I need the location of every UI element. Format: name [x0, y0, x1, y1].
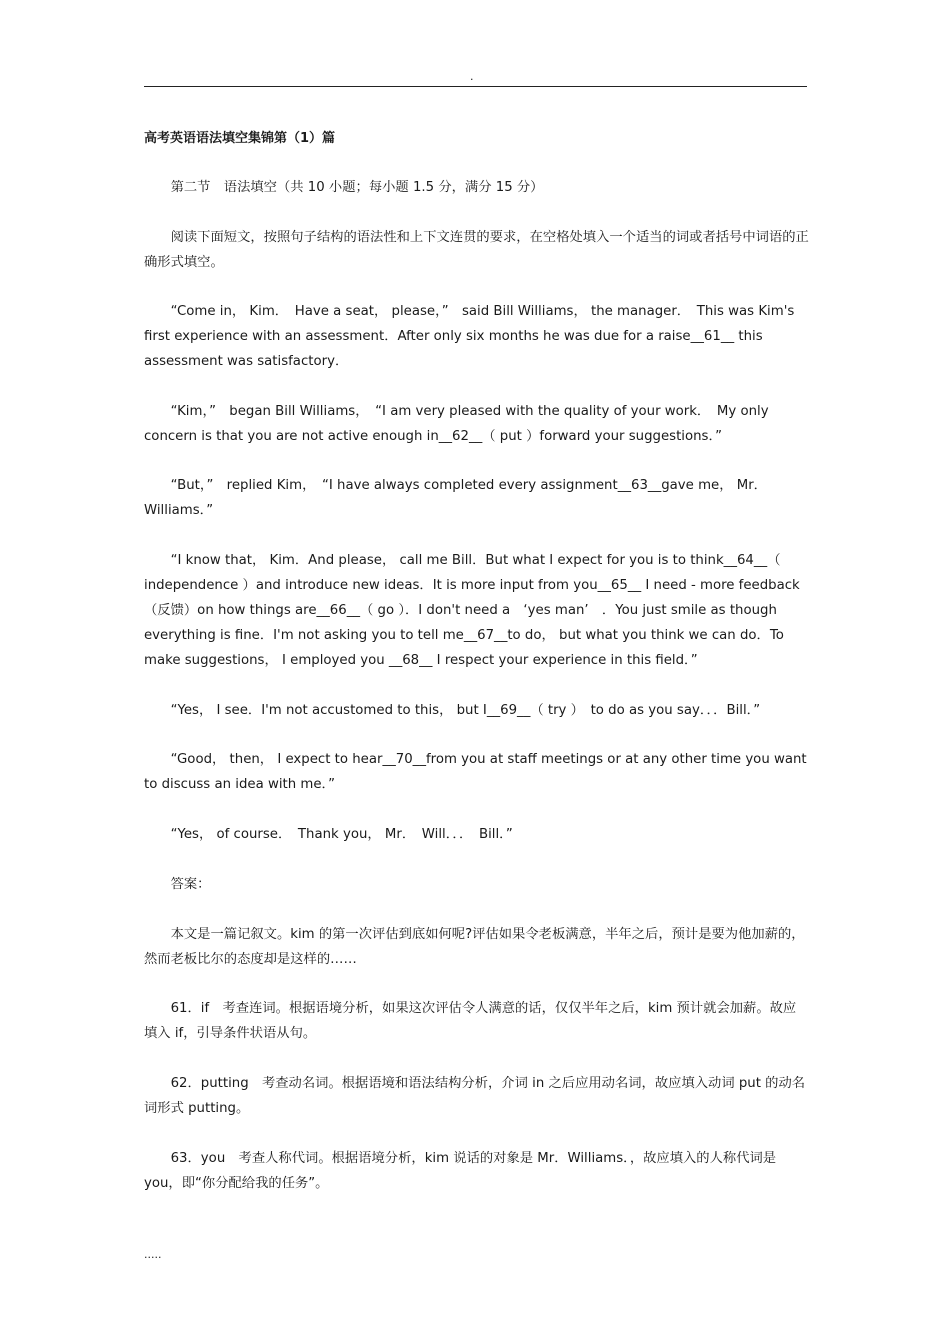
header-divider [144, 86, 807, 87]
instructions-paragraph: 阅读下面短文，按照句子结构的语法性和上下文连贯的要求，在空格处填入一个适当的词或者括号中词语的正确形式填空。 [144, 230, 809, 270]
passage-paragraph-6: “Good， then， I expect to hear__70__from you at staff meetings or at any other time you want to discuss an idea with me．” [144, 752, 811, 792]
answers-label: 答案： [144, 877, 211, 892]
document-title: 高考英语语法填空集锦第（1）篇 [144, 131, 336, 146]
answer-63: 63．you 考查人称代词。根据语境分析，kim 说话的对象是 Mr．Williams．，故应填入的人称代词是 you，即“你分配给我的任务”。 [144, 1151, 781, 1191]
passage-paragraph-1: “Come in， Kim． Have a seat， please，” said Bill Williams， the manager． This was Kim's first experience with an assessment．After only six months he was due for a raise__61__ this assessment was satisfactory． [144, 304, 799, 369]
answer-61: 61．if 考查连词。根据语境分析，如果这次评估令人满意的话，仅仅半年之后，kim 预计就会加薪。故应填入 if，引导条件状语从句。 [144, 1001, 797, 1041]
footer-mark: ..... [144, 1248, 162, 1261]
passage-paragraph-7: “Yes， of course． Thank you， Mr． Will．．． Bill．” [144, 827, 513, 842]
answer-summary: 本文是一篇记叙文。kim 的第一次评估到底如何呢?评估如果令老板满意，半年之后，预计是要为他加薪的，然而老板比尔的态度却是这样的…… [144, 927, 805, 967]
header-mark: . [470, 70, 474, 83]
passage-paragraph-5: “Yes， I see．I'm not accustomed to this， but I__69__（ try ） to do as you say．．．Bill．” [144, 703, 761, 718]
section-heading: 第二节 语法填空（共 10 小题；每小题 1.5 分，满分 15 分） [144, 180, 544, 195]
passage-paragraph-3: “But，” replied Kim， “I have always completed every assignment__63__gave me， Mr．Williams．” [144, 478, 767, 518]
answer-62: 62．putting 考查动名词。根据语境和语法结构分析，介词 in 之后应用动名词，故应填入动词 put 的动名词形式 putting。 [144, 1076, 806, 1116]
passage-paragraph-2: “Kim，” began Bill Williams， “I am very pleased with the quality of your work． My only concern is that you are not active enough in__62__（ put ）forward your suggestions．” [144, 404, 773, 444]
passage-paragraph-4: “I know that， Kim．And please， call me Bill．But what I expect for you is to think__64__（ independence ）and introduce new ideas．It is more input from you__65__ I need - more feedback（反馈）on how things are__66__（ go ）．I don't need a ‘yes man’ ．You just smile as though everything is fine．I'm not asking you to tell me__67__to do， but what you think we can do．To make suggestions， I employed you __68__ I respect your experience in this field．” [144, 553, 800, 668]
